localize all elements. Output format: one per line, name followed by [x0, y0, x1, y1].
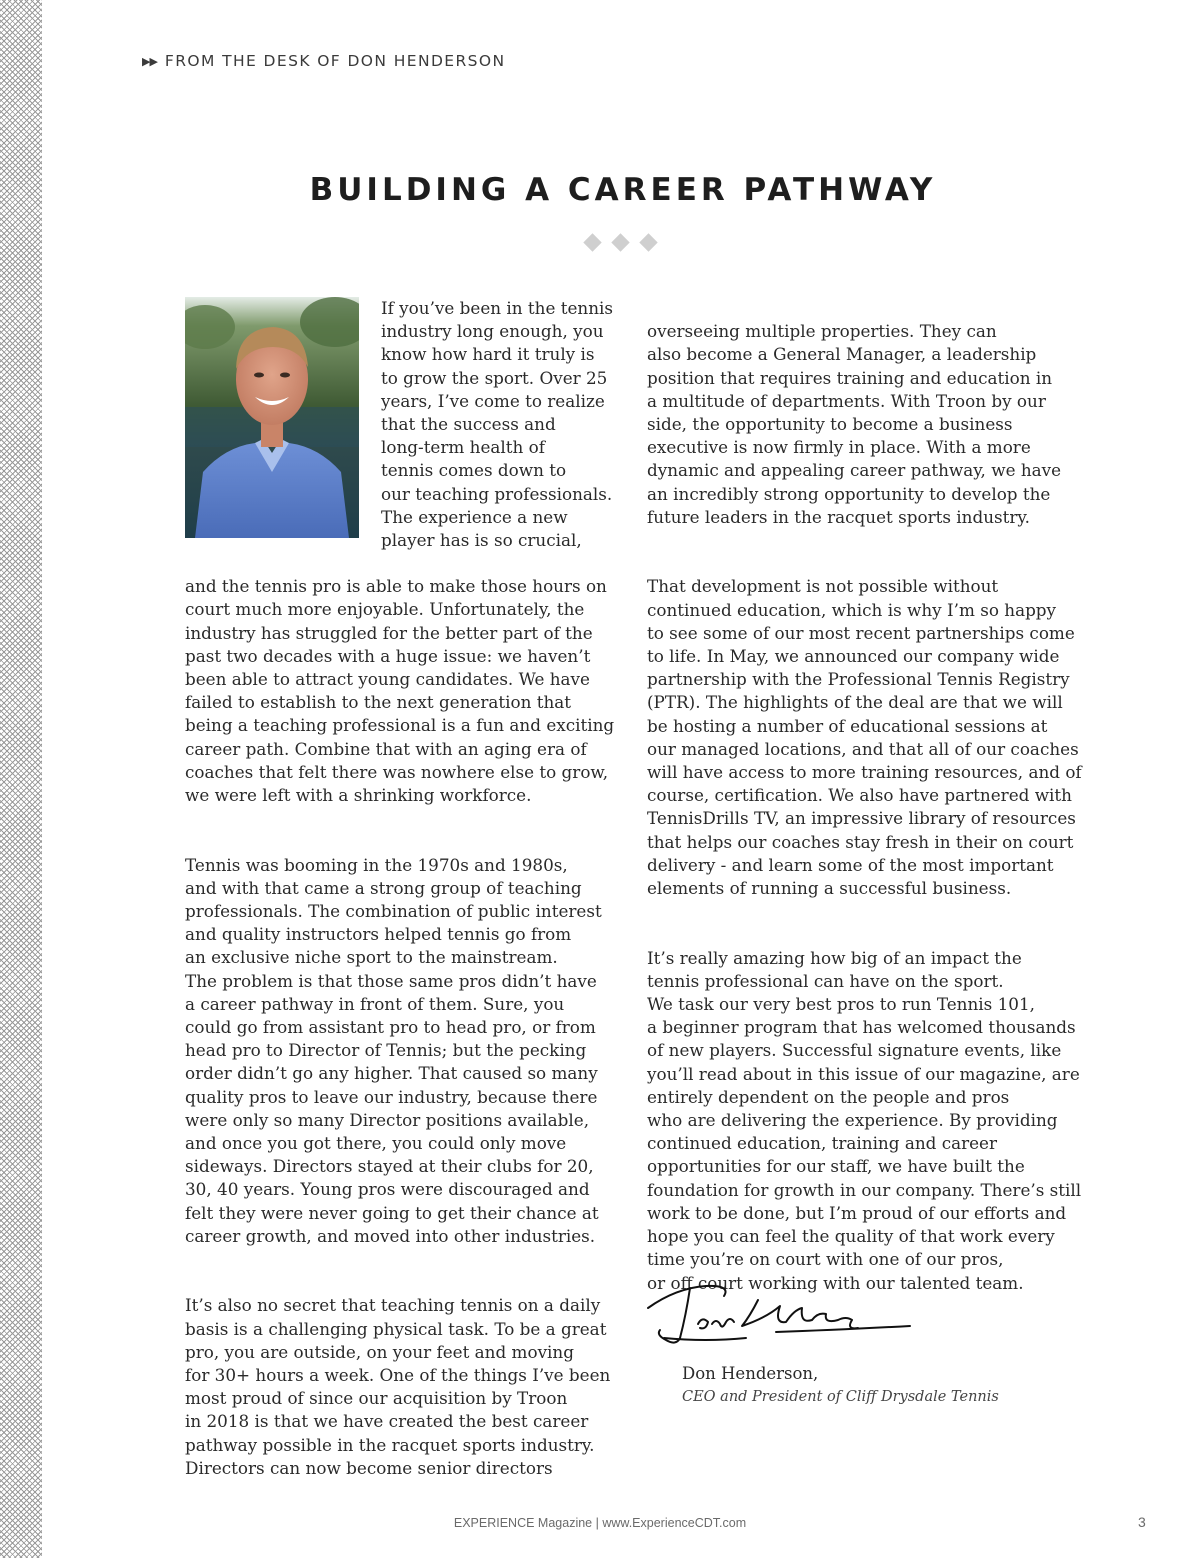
signatory-name: Don Henderson, [682, 1364, 819, 1383]
paragraph: It’s really amazing how big of an impact the tennis professional can have on the sport. We task our very best pros to run Tennis 101, a beginner program that has welcomed thousands of new players. Successful signature events, like you’ll read about in this issue of our magazine, are entirely dependent on the people and pros who are delivering the experience. By providing continued education, training and career opportunities for our staff, we have built the foundation for growth in our company. There’s still work to be done, but I’m proud of our efforts and hope you can feel the quality of that work every time you’re on court with one of our pros, or off court working with our talented team. [647, 947, 1082, 1293]
kicker-text: FROM THE DESK OF DON HENDERSON [164, 52, 506, 70]
diamond-icon [611, 233, 629, 251]
paragraph: and the tennis pro is able to make those hours on court much more enjoyable. Unfortunately, the industry has struggled for the better part of the past two decades with a huge issue: we haven’t been able to attract young candidates. We have failed to establish to the next generation that being a teaching professional is a fun and exciting career path. Combine that with an aging era of coaches that felt there was nowhere else to grow, we were left with a shrinking workforce. [185, 576, 615, 806]
handwritten-signature [646, 1280, 916, 1350]
paragraph: Tennis was booming in the 1970s and 1980s, and with that came a strong group of teaching professionals. The combination of public interest and quality instructors helped tennis go from an exclusive niche sport to the mainstream. The problem is that those same pros didn’t have a career pathway in front of them. Sure, you could go from assistant pro to head pro, or from head pro to Director of Tennis; but the pecking order didn’t go any higher. That caused so many quality pros to leave our industry, because there were only so many Director positions available, and once you got there, you could only move sideways. Directors stayed at their clubs for 20, 30, 40 years. Young pros were discouraged and felt they were never going to get their chance at career growth, and moved into other industries. [185, 854, 602, 1246]
page-number: 3 [1138, 1514, 1146, 1530]
intro-paragraph: If you’ve been in the tennis industry long enough, you know how hard it truly is to grow the sport. Over 25 years, I’ve come to realize that the success and long-term health of tennis comes down to our teaching professionals. The experience a new player has is so crucial, [381, 298, 613, 551]
crosshatch-side-pattern [0, 0, 42, 1558]
signatory-title: CEO and President of Cliff Drysdale Tennis [682, 1389, 999, 1405]
page-footer: EXPERIENCE Magazine | www.ExperienceCDT.com [453, 1516, 747, 1530]
author-photo [185, 297, 359, 538]
diamond-icon [583, 233, 601, 251]
paragraph: That development is not possible without continued education, which is why I’m so happy to see some of our most recent partnerships come to life. In May, we announced our company wide partnership with the Professional Tennis Registry (PTR). The highlights of the deal are that we will be hosting a number of educational sessions at our managed locations, and that all of our coaches will have access to more training resources, and of course, certification. We also have partnered with TennisDrills TV, an impressive library of resources that helps our coaches stay fresh in their on court delivery - and learn some of the most important elements of running a successful business. [647, 576, 1082, 899]
column-right [647, 297, 1087, 1318]
diamond-ornament [584, 236, 658, 256]
paragraph: overseeing multiple properties. They can also become a General Manager, a leadership position that requires training and education in a multitude of departments. With Troon by our side, the opportunity to become a business executive is now firmly in place. With a more dynamic and appealing career pathway, we have an incredibly strong opportunity to develop the future leaders in the racquet sports industry. [647, 321, 1062, 527]
column-left [185, 552, 621, 1503]
paragraph: It’s also no secret that teaching tennis on a daily basis is a challenging physical task. To be a great pro, you are outside, on your feet and moving for 30+ hours a week. One of the things I’ve been most proud of since our acquisition by Troon in 2018 is that we have created the best career pathway possible in the racquet sports industry. Directors can now become senior directors [185, 1295, 611, 1478]
section-kicker [142, 52, 506, 70]
article-title: BUILDING A CAREER PATHWAY [309, 172, 937, 208]
diamond-icon [639, 233, 657, 251]
double-arrow-icon: ▶▶ [142, 55, 157, 68]
